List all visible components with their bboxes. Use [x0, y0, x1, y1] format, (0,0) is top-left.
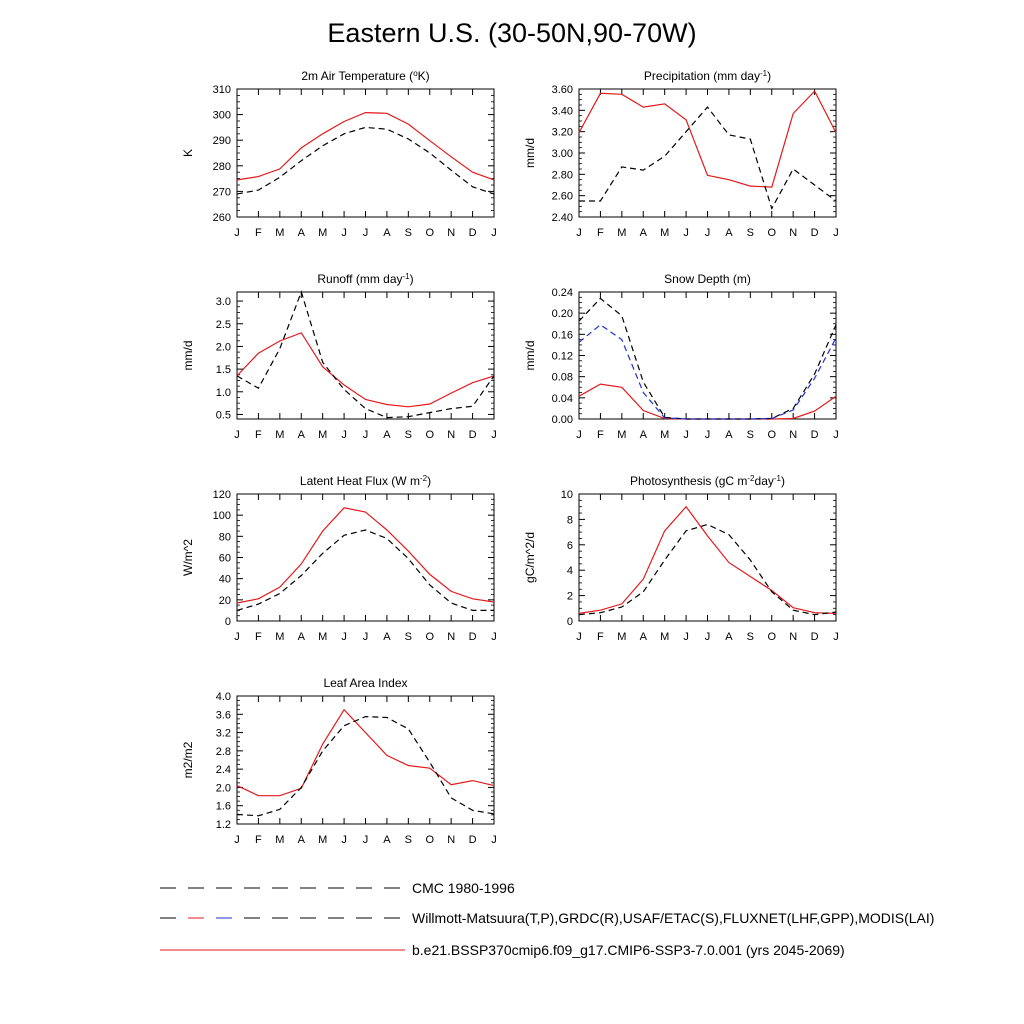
y-tick-label: 1.2 — [215, 819, 231, 831]
chart-title: Photosynthesis (gC $m^{-2}day^{-1}$) — [630, 474, 785, 488]
page-title: Eastern U.S. (30-50N,90-70W) — [327, 18, 697, 48]
chart-lai — [181, 676, 497, 846]
x-tick-label: O — [425, 227, 435, 239]
x-tick-label: F — [597, 631, 604, 643]
plot-frame — [237, 696, 494, 824]
x-tick-label: O — [767, 227, 777, 239]
y-tick-label: 2.0 — [215, 782, 231, 795]
x-tick-label: A — [297, 631, 305, 643]
y-tick-label: 3.0 — [215, 296, 231, 309]
series-line-dash — [237, 127, 494, 194]
x-tick-label: D — [468, 631, 477, 643]
y-tick-label: 2.80 — [551, 169, 573, 182]
x-tick-label: J — [704, 227, 711, 239]
x-tick-label: J — [234, 834, 240, 846]
y-tick-label: 20 — [218, 594, 231, 607]
y-axis-label: gC/m^2/d — [523, 532, 537, 583]
y-tick-label: 2.40 — [551, 212, 573, 224]
series-line-dash — [237, 530, 494, 610]
y-tick-label: 8 — [566, 514, 573, 527]
x-tick-label: N — [789, 631, 798, 643]
x-tick-label: J — [362, 227, 369, 239]
y-tick-label: 100 — [212, 510, 231, 523]
x-tick-label: J — [234, 227, 240, 239]
y-tick-label: 3.40 — [551, 105, 573, 118]
y-tick-label: 80 — [218, 531, 231, 544]
x-tick-label: F — [255, 429, 262, 441]
chart-title: Precipitation (mm day$^{-1}$) — [643, 69, 772, 83]
y-tick-label: 4 — [566, 565, 573, 578]
x-tick-label: O — [425, 834, 435, 846]
y-axis-label: mm/d — [523, 138, 537, 168]
y-axis-label: W/m^2 — [181, 539, 195, 576]
series-line-dash — [579, 325, 836, 419]
x-tick-label: M — [318, 631, 328, 643]
x-tick-label: M — [318, 227, 328, 239]
y-tick-label: 1.6 — [215, 800, 231, 813]
y-tick-label: 0.08 — [551, 371, 573, 384]
x-tick-label: O — [767, 631, 777, 643]
x-tick-label: M — [660, 631, 670, 643]
y-tick-label: 2.5 — [215, 318, 231, 331]
y-tick-label: 290 — [212, 135, 231, 148]
x-tick-label: N — [447, 227, 456, 239]
x-tick-label: A — [725, 227, 733, 239]
plot-frame — [237, 494, 494, 621]
x-tick-label: J — [576, 227, 582, 239]
series-line-solid — [237, 333, 494, 407]
y-tick-label: 1.0 — [215, 386, 231, 399]
x-tick-label: J — [341, 631, 347, 643]
chart-precipitation — [523, 69, 839, 239]
x-tick-label: A — [297, 834, 305, 846]
x-tick-label: J — [491, 834, 497, 846]
x-tick-label: N — [447, 631, 456, 643]
legend-label: Willmott-Matsuura(T,P),GRDC(R),USAF/ETAC(S),FLUXNET(LHF,GPP),MODIS(LAI) — [412, 910, 935, 926]
x-tick-label: J — [362, 834, 369, 846]
x-tick-label: J — [234, 429, 240, 441]
y-tick-label: 3.00 — [551, 148, 573, 160]
legend-label: CMC 1980-1996 — [412, 880, 515, 896]
series-line-solid — [237, 508, 494, 603]
chart-latent_heat — [181, 474, 497, 643]
x-tick-label: A — [383, 834, 391, 846]
x-tick-label: O — [425, 631, 435, 643]
x-tick-label: D — [810, 631, 819, 643]
x-tick-label: J — [491, 631, 497, 643]
x-tick-label: A — [639, 631, 647, 643]
x-tick-label: S — [746, 227, 755, 239]
x-tick-label: D — [810, 429, 819, 441]
x-tick-label: A — [725, 631, 733, 643]
x-tick-label: M — [660, 429, 670, 441]
y-axis-label: K — [181, 148, 195, 158]
chart-title: 2m Air Temperature ($^o$K) — [301, 69, 430, 83]
x-tick-label: A — [639, 429, 647, 441]
series-line-solid — [237, 113, 494, 180]
x-tick-label: J — [341, 227, 347, 239]
x-tick-label: S — [404, 429, 413, 441]
x-tick-label: J — [362, 429, 369, 441]
series-line-solid — [237, 710, 494, 796]
y-axis-label: m2/m2 — [181, 741, 195, 779]
x-tick-label: M — [617, 227, 627, 239]
x-tick-label: N — [789, 429, 798, 441]
x-tick-label: M — [275, 227, 285, 239]
y-tick-label: 2.0 — [215, 341, 231, 354]
series-line-dash — [237, 292, 494, 418]
y-tick-label: 2.60 — [551, 190, 573, 203]
y-tick-label: 3.6 — [215, 709, 231, 722]
y-axis-label: mm/d — [181, 340, 195, 371]
series-line-dash — [579, 525, 836, 615]
x-tick-label: J — [683, 227, 689, 239]
x-tick-label: J — [704, 429, 711, 441]
x-tick-label: D — [468, 227, 477, 239]
x-tick-label: J — [833, 631, 839, 643]
x-tick-label: A — [297, 227, 305, 239]
y-tick-label: 3.60 — [551, 84, 573, 96]
y-tick-label: 1.5 — [215, 364, 231, 377]
x-tick-label: S — [404, 227, 413, 239]
chart-title: Runoff (mm day$^{-1}$) — [317, 272, 414, 286]
plot-frame — [579, 292, 836, 419]
x-tick-label: F — [255, 631, 262, 643]
x-tick-label: A — [725, 429, 733, 441]
x-tick-label: M — [275, 429, 285, 441]
chart-title: Leaf Area Index — [323, 676, 408, 690]
x-tick-label: F — [597, 429, 604, 441]
y-tick-label: 260 — [212, 212, 231, 224]
x-tick-label: D — [468, 429, 477, 441]
series-line-dash — [237, 717, 494, 816]
x-tick-label: J — [234, 631, 240, 643]
y-tick-label: 2.4 — [215, 764, 231, 777]
legend-label: b.e21.BSSP370cmip6.f09_g17.CMIP6-SSP3-7.0.001 (yrs 2045-2069) — [412, 942, 845, 958]
x-tick-label: J — [491, 429, 497, 441]
x-tick-label: M — [318, 429, 328, 441]
x-tick-label: M — [617, 429, 627, 441]
chart-runoff — [181, 272, 497, 441]
y-tick-label: 10 — [560, 489, 573, 501]
x-tick-label: M — [617, 631, 627, 643]
x-tick-label: J — [341, 429, 347, 441]
x-tick-label: F — [597, 227, 604, 239]
y-tick-label: 300 — [212, 109, 231, 122]
chart-photosynthesis — [523, 474, 839, 643]
x-tick-label: F — [255, 834, 262, 846]
x-tick-label: J — [683, 631, 689, 643]
y-tick-label: 0.24 — [551, 287, 573, 299]
y-tick-label: 120 — [212, 489, 231, 501]
y-tick-label: 280 — [212, 160, 231, 173]
x-tick-label: A — [297, 429, 305, 441]
series-line-dash — [579, 298, 836, 419]
x-tick-label: M — [660, 227, 670, 239]
x-tick-label: D — [468, 834, 477, 846]
x-tick-label: A — [383, 227, 391, 239]
y-tick-label: 0.12 — [551, 350, 573, 363]
chart-temperature — [181, 69, 497, 239]
x-tick-label: M — [318, 834, 328, 846]
y-tick-label: 310 — [212, 84, 231, 96]
x-tick-label: S — [404, 631, 413, 643]
y-axis-label: mm/d — [523, 340, 537, 371]
x-tick-label: D — [810, 227, 819, 239]
x-tick-label: O — [767, 429, 777, 441]
series-line-dash — [579, 107, 836, 208]
chart-snow_depth — [523, 272, 839, 441]
chart-title: Snow Depth (m) — [664, 272, 751, 286]
y-tick-label: 60 — [218, 552, 231, 565]
y-tick-label: 0.00 — [551, 414, 573, 426]
y-tick-label: 3.2 — [215, 727, 231, 740]
y-tick-label: 0.5 — [215, 409, 231, 422]
x-tick-label: J — [683, 429, 689, 441]
x-tick-label: J — [341, 834, 347, 846]
x-tick-label: O — [425, 429, 435, 441]
x-tick-label: M — [275, 834, 285, 846]
plot-frame — [579, 494, 836, 621]
series-line-solid — [579, 507, 836, 614]
x-tick-label: J — [833, 429, 839, 441]
x-tick-label: A — [639, 227, 647, 239]
x-tick-label: A — [383, 631, 391, 643]
x-tick-label: S — [746, 429, 755, 441]
x-tick-label: N — [789, 227, 798, 239]
x-tick-label: J — [491, 227, 497, 239]
y-tick-label: 0.04 — [551, 392, 573, 405]
y-tick-label: 40 — [218, 573, 231, 586]
x-tick-label: N — [447, 429, 456, 441]
chart-title: Latent Heat Flux (W $m^{-2}$) — [299, 474, 432, 488]
y-tick-label: 2.8 — [215, 745, 231, 758]
y-tick-label: 270 — [212, 186, 231, 199]
x-tick-label: S — [746, 631, 755, 643]
y-tick-label: 0 — [224, 616, 231, 628]
x-tick-label: J — [704, 631, 711, 643]
x-tick-label: A — [383, 429, 391, 441]
x-tick-label: S — [404, 834, 413, 846]
y-tick-label: 6 — [566, 539, 573, 552]
x-tick-label: J — [833, 227, 839, 239]
y-tick-label: 0 — [566, 616, 573, 628]
x-tick-label: J — [362, 631, 369, 643]
x-tick-label: F — [255, 227, 262, 239]
x-tick-label: N — [447, 834, 456, 846]
y-tick-label: 0.20 — [551, 308, 573, 321]
y-tick-label: 4.0 — [215, 691, 231, 703]
x-tick-label: M — [275, 631, 285, 643]
x-tick-label: J — [576, 429, 582, 441]
x-tick-label: J — [576, 631, 582, 643]
y-tick-label: 0.16 — [551, 329, 573, 342]
plot-frame — [237, 89, 494, 217]
y-tick-label: 3.20 — [551, 126, 573, 139]
y-tick-label: 2 — [566, 590, 573, 603]
